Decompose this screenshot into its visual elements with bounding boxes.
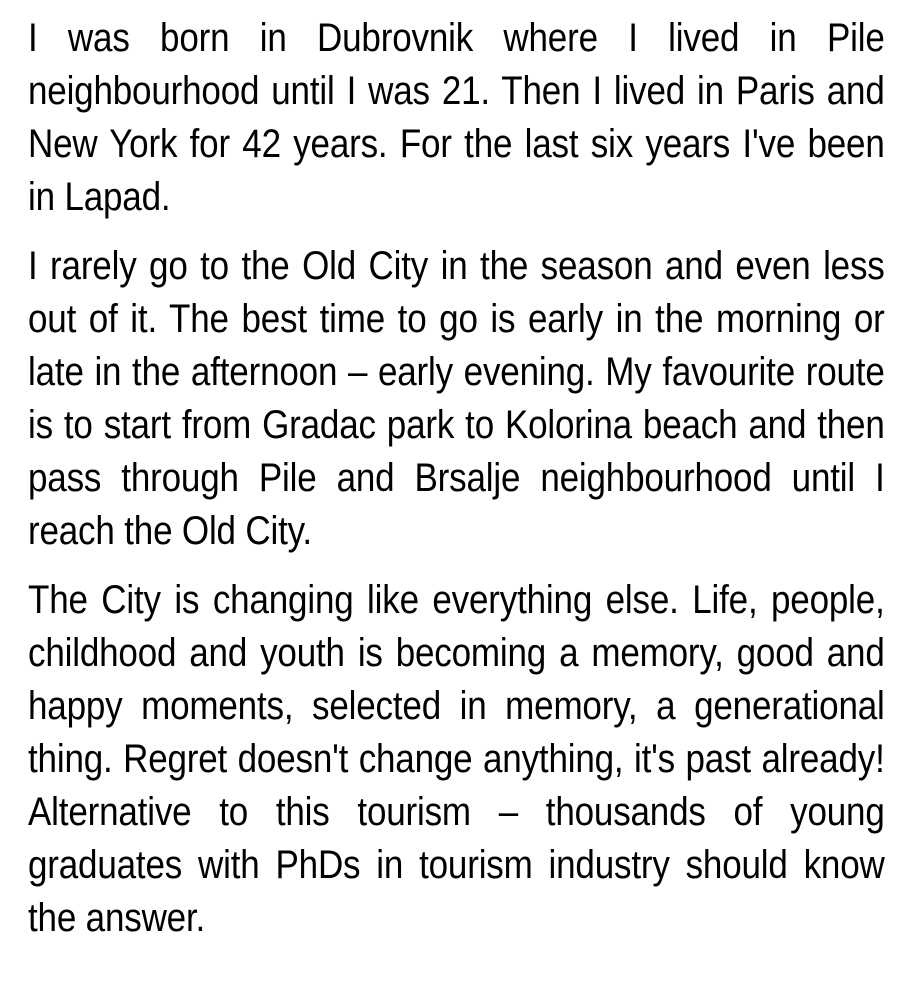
paragraph-city-changing: The City is changing like everything else. Life, people, childhood and youth is becoming a memory, good and happy moments, selected in memory, a generational thing. Regret doesn't change anything, it's past already! Alternative to this tourism – thousands of young graduates with PhDs in tourism industry should know the answer. xyxy=(28,578,885,940)
paragraph-birth-residence: I was born in Dubrovnik where I lived in Pile neighbourhood until I was 21. Then I lived in Paris and New York for 42 years. For the last six years I've been in Lapad. xyxy=(28,16,885,219)
paragraph-old-city-route: I rarely go to the Old City in the season and even less out of it. The best time to go is early in the morning or late in the afternoon – early evening. My favourite route is to start from Gradac park to Kolorina beach and then pass through Pile and Brsalje neighbourhood until I reach the Old City. xyxy=(28,244,885,553)
